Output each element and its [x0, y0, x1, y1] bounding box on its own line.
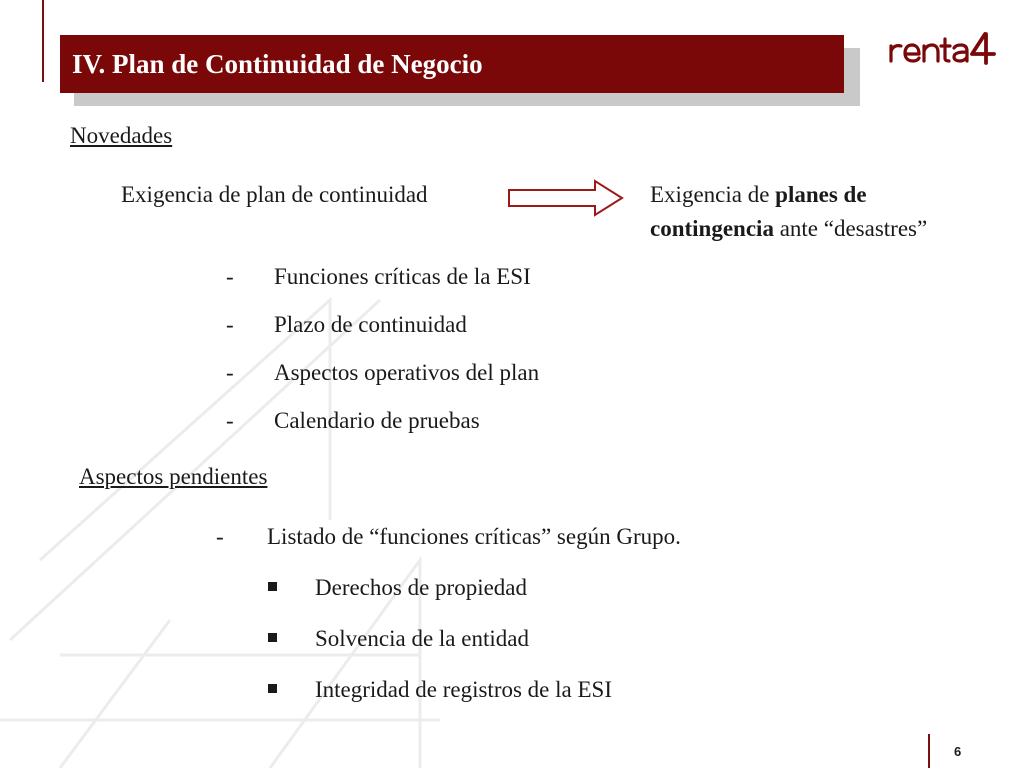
list-item: [226, 262, 531, 292]
list-item-label: Funciones críticas de la ESI: [274, 264, 531, 289]
section-heading-pendientes: Aspectos pendientes: [79, 464, 268, 489]
sub-list-item: [268, 675, 612, 705]
title-bar: [60, 35, 844, 93]
list-marker: -: [216, 524, 224, 549]
list-item: [216, 522, 681, 552]
list-marker: -: [226, 264, 234, 289]
list-item: [226, 358, 539, 388]
sub-list-item-label: Integridad de registros de la ESI: [315, 677, 612, 702]
list-item-label: Calendario de pruebas: [274, 408, 480, 433]
list-item: [226, 310, 467, 340]
arrow-right-icon: [507, 178, 625, 218]
square-bullet-icon: [268, 582, 277, 591]
list-marker: -: [226, 360, 234, 385]
sub-list-item: [268, 573, 527, 603]
square-bullet-icon: [268, 633, 277, 642]
list-item-label: Listado de “funciones críticas” según Grupo.: [267, 524, 681, 549]
top-left-accent-line: [42, 0, 44, 82]
current-requirement-text: Exigencia de plan de continuidad: [121, 182, 428, 207]
new-requirement-line1: [650, 180, 867, 210]
new-requirement-bold-1: planes de: [775, 182, 867, 207]
list-item-label: Aspectos operativos del plan: [274, 360, 540, 385]
sub-list-item-label: Solvencia de la entidad: [315, 626, 529, 651]
section-heading-novedades: Novedades: [70, 123, 173, 148]
list-item-label: Plazo de continuidad: [274, 312, 467, 337]
new-requirement-prefix: Exigencia de: [650, 182, 776, 207]
new-requirement-line2: [650, 214, 927, 244]
renta4-logo: [888, 30, 998, 70]
list-marker: -: [226, 408, 234, 433]
square-bullet-icon: [268, 684, 277, 693]
footer-accent-line: [928, 734, 930, 768]
new-requirement-bold-2: contingencia: [650, 216, 774, 241]
list-item: [226, 406, 480, 436]
new-requirement-suffix: ante “desastres”: [773, 216, 928, 241]
list-marker: -: [226, 312, 234, 337]
sub-list-item: [268, 624, 529, 654]
sub-list-item-label: Derechos de propiedad: [315, 575, 528, 600]
slide-title: IV. Plan de Continuidad de Negocio: [72, 48, 483, 79]
page-number: 6: [954, 744, 962, 759]
